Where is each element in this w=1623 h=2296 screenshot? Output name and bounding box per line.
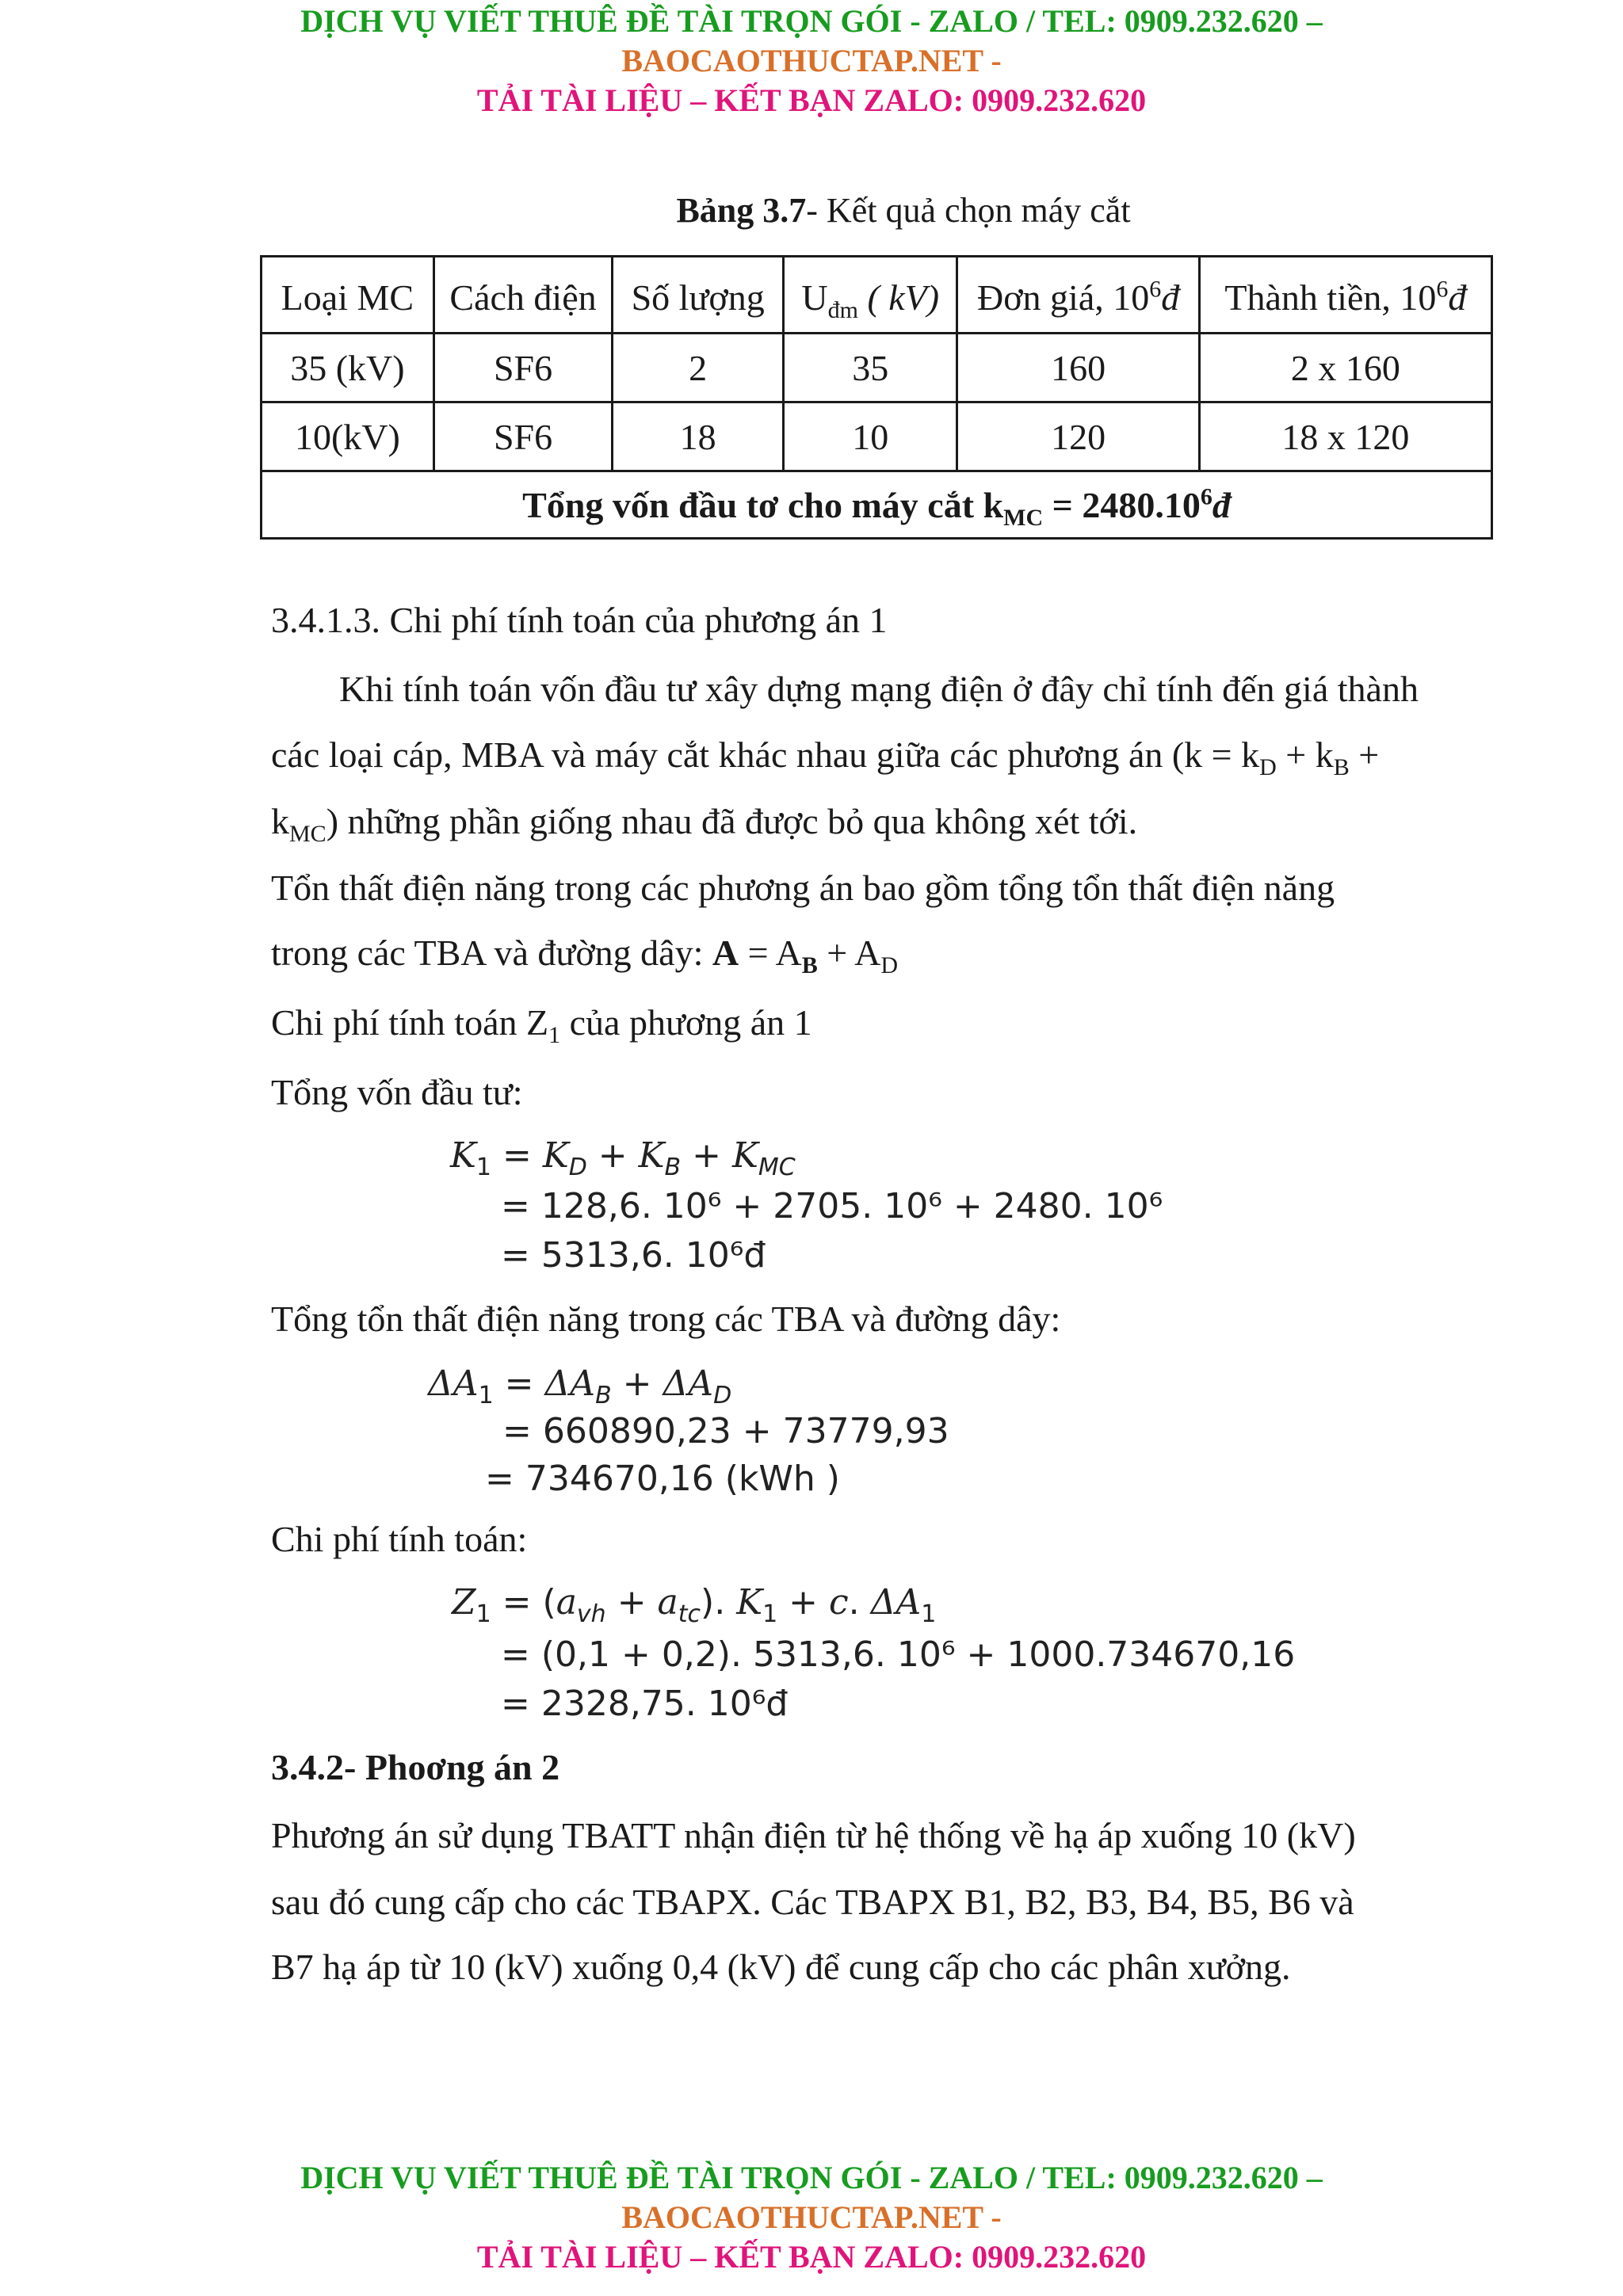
cell-voltage: 10 [783, 402, 957, 471]
header-banner [0, 2, 1623, 120]
paragraph-3-line-2: sau đó cung cấp cho các TBAPX. Các TBAPX B1, B2, B3, B4, B5, B6 và [271, 1882, 1354, 1922]
header-line-1: DỊCH VỤ VIẾT THUÊ ĐỀ TÀI TRỌN GÓI - ZALO / TEL: 0909.232.620 – [300, 3, 1323, 39]
header-quantity: Số lượng [613, 257, 784, 334]
header-voltage: $U_{đm}$ ( kV) [783, 257, 957, 334]
paragraph-2-line-1: Tổn thất điện năng trong các phương án bao gồm tổng tổn thất điện năng [271, 868, 1335, 908]
equation-a1-line-3: = 734670,16 (kWh ) [485, 1459, 840, 1499]
header-insulation: Cách điện [433, 257, 613, 334]
paragraph-1-line-3: $k_{MC}$) những phần giống nhau đã được bỏ qua không xét tới. [271, 801, 1138, 848]
paragraph-2-line-2: trong các TBA và đường dây: $A = A_B + A_D$ [271, 933, 899, 979]
paragraph-1-line-1: Khi tính toán vốn đầu tư xây dựng mạng điện ở đây chỉ tính đến giá thành [339, 669, 1419, 709]
table-caption-text: - Kết quả chọn máy cắt [806, 191, 1131, 230]
section-2-heading: 3.4.2- Phoơng án 2 [271, 1747, 560, 1787]
table-row [262, 334, 1492, 402]
footer-line-1: DỊCH VỤ VIẾT THUÊ ĐỀ TÀI TRỌN GÓI - ZALO / TEL: 0909.232.620 – [300, 2160, 1323, 2195]
table-row [262, 402, 1492, 471]
cell-insulation: SF6 [433, 402, 613, 471]
equation-k1-line-2: = 128,6. 10⁶ + 2705. 10⁶ + 2480. 10⁶ [501, 1186, 1163, 1226]
cell-insulation: SF6 [433, 334, 613, 402]
cell-price: 120 [957, 402, 1199, 471]
table-header-row [262, 257, 1492, 334]
equation-z1-line-3: = 2328,75. 10⁶đ [501, 1684, 789, 1724]
footer-line-2: BAOCAOTHUCTAP.NET - [621, 2199, 1002, 2235]
equation-z1-line-2: = (0,1 + 0,2). 5313,6. 10⁶ + 1000.734670,16 [501, 1634, 1296, 1675]
breaker-selection-table [260, 255, 1493, 540]
header-price: Đơn giá, $10^6đ$ [957, 257, 1199, 334]
cell-type: 35 (kV) [262, 334, 434, 402]
cell-voltage: 35 [783, 334, 957, 402]
cell-price: 160 [957, 334, 1199, 402]
equation-k1-line-1: $K_1 = K_D + K_B + K_{MC}$ [450, 1135, 796, 1181]
header-type: Loại MC [262, 257, 434, 334]
table-caption-number: Bảng 3.7 [676, 191, 807, 230]
table-total-row [262, 471, 1492, 539]
section-heading: 3.4.1.3. Chi phí tính toán của phương án 1 [271, 600, 888, 640]
cell-total: 2 x 160 [1199, 334, 1491, 402]
equation-a1-line-1: $\Delta A_1 = \Delta A_B + \Delta A_D$ [428, 1363, 732, 1409]
header-total: Thành tiền, $10^6đ$ [1199, 257, 1491, 334]
paragraph-3-line-3: B7 hạ áp từ 10 (kV) xuống 0,4 (kV) để cung cấp cho các phân xưởng. [271, 1947, 1291, 1987]
equation-z1-line-1: $Z_1 = (a_{vh} + a_{tc})$. $K_1 + c$. $\Delta A_1$ [452, 1582, 937, 1628]
cell-type: 10(kV) [262, 402, 434, 471]
investment-label: Tổng vốn đầu tư: [271, 1072, 523, 1112]
cell-quantity: 18 [613, 402, 784, 471]
equation-k1-line-3: = 5313,6. 10⁶đ [501, 1235, 766, 1276]
header-line-3: TẢI TÀI LIỆU – KẾT BẠN ZALO: 0909.232.620 [476, 82, 1147, 118]
footer-banner [0, 2158, 1623, 2277]
cost-label: Chi phí tính toán: [271, 1519, 528, 1559]
cell-total: 18 x 120 [1199, 402, 1491, 471]
loss-label: Tổng tổn thất điện năng trong các TBA và đường dây: [271, 1299, 1061, 1339]
paragraph-3-line-1: Phương án sử dụng TBATT nhận điện từ hệ thống về hạ áp xuống 10 (kV) [271, 1815, 1356, 1855]
table-total-cell: Tổng vốn đầu tơ cho máy cắt $k_{MC}$ = $2480.10^6đ$ [262, 471, 1492, 539]
header-line-2: BAOCAOTHUCTAP.NET - [621, 43, 1002, 78]
equation-a1-line-2: = 660890,23 + 73779,93 [502, 1411, 949, 1451]
paragraph-1-line-2: các loại cáp, MBA và máy cắt khác nhau giữa các phương án ($k = k_D + k_B$ + [271, 734, 1380, 781]
footer-line-3: TẢI TÀI LIỆU – KẾT BẠN ZALO: 0909.232.620 [476, 2239, 1147, 2275]
cell-quantity: 2 [613, 334, 784, 402]
table-caption [0, 190, 1623, 231]
z1-label: Chi phí tính toán $Z_1$ của phương án 1 [271, 1002, 812, 1049]
